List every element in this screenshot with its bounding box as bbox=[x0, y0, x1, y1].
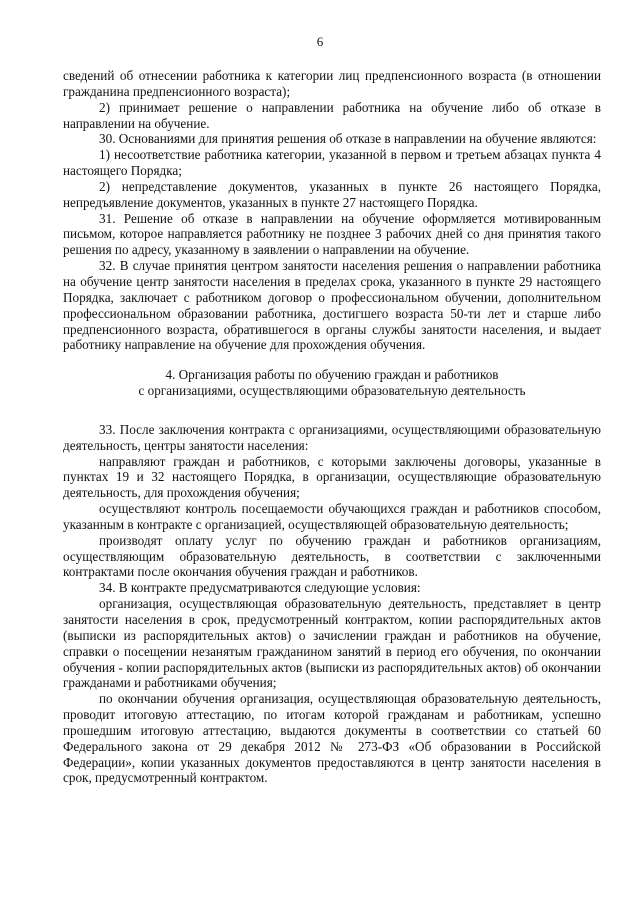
paragraph-30-item-2: 2) непредставление документов, указанных в пункте 26 настоящего Порядка, непредъявление документов, указанных в пункте 27 настоящего Порядка. bbox=[63, 178, 601, 210]
paragraph-31: 31. Решение об отказе в направлении на обучение оформляется мотивированным письмом, которое направляется работнику не позднее 3 рабочих дней со дня принятия такого решения по адресу, указанному в заявлении о направлении на обучение. bbox=[63, 210, 601, 258]
paragraph-34-item-2: по окончании обучения организация, осуществляющая образовательную деятельность, проводит итоговую аттестацию, по итогам которой гражданам и работникам, успешно прошедшим итоговую аттестацию, выдаются документы в соответствии со статьей 60 Федерального закона от 29 декабря 2012 № 273-ФЗ «Об образовании в Российской Федерации», копии указанных документов предоставляются в центр занятости населения в срок, предусмотренный контрактом. bbox=[63, 691, 601, 786]
paragraph-32: 32. В случае принятия центром занятости населения решения о направлении работника на обучение центр занятости населения в пределах срока, указанного в пункте 29 настоящего Порядка, заключает с работником договор о профессиональном обучении, дополнительном профессиональном образовании работника, достигшего возраста 50-ти лет и старше либо предпенсионного возраста, обратившегося в органы службы занятости населения, и выдает работнику направление на обучение для прохождения обучения. bbox=[63, 258, 601, 353]
paragraph-33: 33. После заключения контракта с организациями, осуществляющими образовательную деятельность, центры занятости населения: bbox=[63, 421, 601, 453]
section-heading-line-2: с организациями, осуществляющими образовательную деятельность bbox=[138, 383, 526, 399]
paragraph-33-item-1: направляют граждан и работников, с которыми заключены договоры, указанные в пунктах 19 и 32 настоящего Порядка, в организации, осуществляющие образовательную деятельность, для прохождения обучения; bbox=[63, 453, 601, 501]
paragraph-34: 34. В контракте предусматриваются следующие условия: bbox=[99, 580, 421, 596]
section-heading-line-1: 4. Организация работы по обучению граждан и работников bbox=[165, 367, 499, 383]
paragraph-item-2: 2) принимает решение о направлении работника на обучение либо об отказе в направлении на обучение. bbox=[63, 99, 601, 131]
paragraph-33-item-2: осуществляют контроль посещаемости обучающихся граждан и работников способом, указанным в контракте с организацией, осуществляющей образовательную деятельность; bbox=[63, 501, 601, 532]
page-number: 6 bbox=[316, 34, 324, 49]
paragraph-30-item-1: 1) несоответствие работника категории, указанной в первом и третьем абзацах пункта 4 настоящего Порядка; bbox=[63, 147, 601, 179]
paragraph-30: 30. Основаниями для принятия решения об отказе в направлении на обучение являются: bbox=[99, 131, 597, 147]
paragraph-34-item-1: организация, осуществляющая образовательную деятельность, представляет в центр занятости населения в срок, предусмотренный контрактом, копии распорядительных актов (выписки из распорядительных актов) о зачислении граждан и работников на обучение, справки о посещении незанятым гражданином занятий в период его обучения, по окончании обучения - копии распорядительных актов (выписки из распорядительных актов) об окончании гражданами и работниками обучения; bbox=[63, 596, 601, 691]
document-body bbox=[63, 68, 601, 786]
section-heading bbox=[63, 367, 601, 399]
paragraph-33-item-3: производят оплату услуг по обучению граждан и работников организациям, осуществляющим образовательную деятельность, в соответствии с заключенными контрактами после окончания обучения граждан и работников. bbox=[63, 532, 601, 580]
paragraph-continuation: сведений об отнесении работника к категории лиц предпенсионного возраста (в отношении гражданина предпенсионного возраста); bbox=[63, 68, 601, 99]
